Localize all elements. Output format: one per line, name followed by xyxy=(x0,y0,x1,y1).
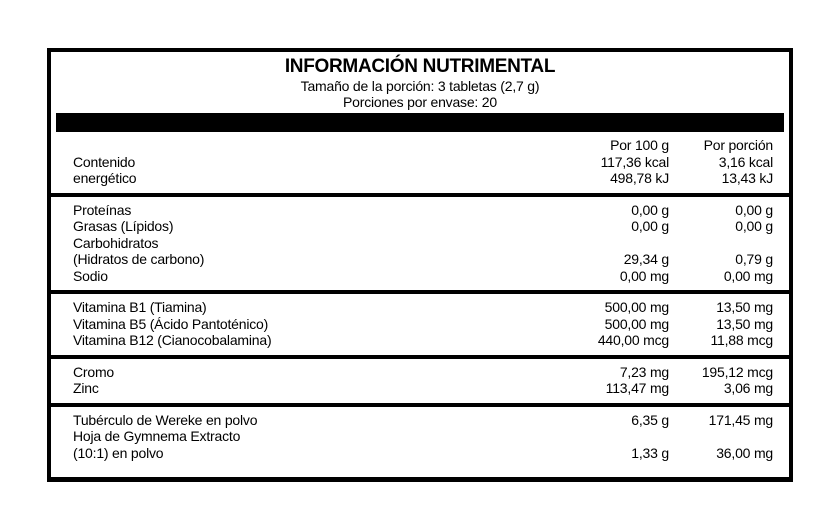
nutrition-section xyxy=(51,359,789,403)
value-per-portion: 13,43 kJ xyxy=(721,170,773,186)
nutrition-row xyxy=(51,218,789,235)
value-per-100g: 440,00 mcg xyxy=(597,332,669,348)
value-per-portion: 3,06 mg xyxy=(723,380,773,396)
column-header-spacer xyxy=(51,137,549,154)
value-per-100g: 0,00 mg xyxy=(619,267,669,284)
value-per-100g: 500,00 mg xyxy=(604,299,669,315)
nutrition-row xyxy=(51,202,789,219)
nutrient-label: (Hidratos de carbono) xyxy=(73,251,205,267)
value-per-100g xyxy=(549,428,669,445)
value-per-portion: 13,50 mg xyxy=(716,315,773,332)
servings-per-container-text: Porciones por envase: 20 xyxy=(343,94,497,110)
nutrition-section xyxy=(51,197,789,291)
nutrition-table xyxy=(51,132,789,467)
value-per-100g: 500,00 mg xyxy=(604,315,669,332)
nutrition-row xyxy=(51,364,789,381)
nutrition-row xyxy=(51,428,789,445)
nutrition-row xyxy=(51,268,789,285)
label-header xyxy=(51,52,789,110)
nutrient-label: Vitamina B12 (Cianocobalamina) xyxy=(73,332,272,348)
label-title: INFORMACIÓN NUTRIMENTAL xyxy=(284,56,556,77)
value-per-100g xyxy=(549,235,669,252)
nutrition-row xyxy=(51,170,789,187)
nutrition-row xyxy=(51,316,789,333)
nutrition-row xyxy=(51,380,789,397)
nutrition-row xyxy=(51,299,789,316)
value-per-100g: 6,35 g xyxy=(631,411,669,428)
column-header-per-100g: Por 100 g xyxy=(610,137,669,153)
value-per-portion xyxy=(669,428,789,445)
value-per-100g: 0,00 g xyxy=(631,201,669,218)
value-per-100g: 113,47 mg xyxy=(605,380,669,396)
nutrient-label: Zinc xyxy=(73,380,99,396)
column-header-per-portion: Por porción xyxy=(703,137,773,153)
value-per-portion: 13,50 mg xyxy=(716,299,773,315)
column-header-row xyxy=(51,137,789,154)
value-per-100g: 0,00 g xyxy=(631,218,669,234)
nutrition-row xyxy=(51,154,789,171)
nutrient-label: Tubérculo de Wereke en polvo xyxy=(73,411,258,428)
nutrition-row xyxy=(51,445,789,462)
nutrient-label: Vitamina B1 (Tiamina) xyxy=(73,299,207,315)
nutrient-label: Sodio xyxy=(73,267,108,284)
nutrition-section xyxy=(51,294,789,355)
value-per-portion: 0,00 g xyxy=(735,218,773,234)
value-per-portion: 171,45 mg xyxy=(708,411,773,428)
nutrient-label: Cromo xyxy=(73,363,115,380)
nutrition-label xyxy=(47,48,793,482)
nutrient-label: Contenido xyxy=(73,153,136,170)
nutrient-label: energético xyxy=(73,170,137,186)
value-per-100g: 117,36 kcal xyxy=(600,153,669,170)
value-per-portion: 3,16 kcal xyxy=(718,153,773,170)
value-per-100g: 29,34 g xyxy=(623,251,669,267)
separator-bar xyxy=(56,113,784,132)
nutrition-row xyxy=(51,251,789,268)
value-per-portion: 195,12 mcg xyxy=(701,363,773,380)
nutrition-row xyxy=(51,235,789,252)
nutrient-label: Carbohidratos xyxy=(73,234,159,251)
nutrient-label: Proteínas xyxy=(73,201,132,218)
value-per-portion: 11,88 mcg xyxy=(710,332,773,348)
value-per-portion: 36,00 mg xyxy=(716,444,773,461)
value-per-portion: 0,79 g xyxy=(735,251,773,267)
value-per-portion: 0,00 g xyxy=(735,201,773,218)
value-per-100g: 1,33 g xyxy=(631,444,669,461)
serving-size-text: Tamaño de la porción: 3 tabletas (2,7 g) xyxy=(300,78,540,94)
nutrient-label: Grasas (Lípidos) xyxy=(73,218,174,234)
value-per-100g: 498,78 kJ xyxy=(610,170,669,186)
nutrient-label: Vitamina B5 (Ácido Pantoténico) xyxy=(73,315,269,332)
nutrition-row xyxy=(51,412,789,429)
value-per-portion xyxy=(669,235,789,252)
value-per-100g: 7,23 mg xyxy=(619,363,669,380)
nutrient-label: (10:1) en polvo xyxy=(73,444,164,461)
nutrient-label: Hoja de Gymnema Extracto xyxy=(73,428,241,444)
nutrition-section xyxy=(51,407,789,468)
nutrition-row xyxy=(51,332,789,349)
value-per-portion: 0,00 mg xyxy=(723,267,773,284)
nutrition-section xyxy=(51,132,789,193)
